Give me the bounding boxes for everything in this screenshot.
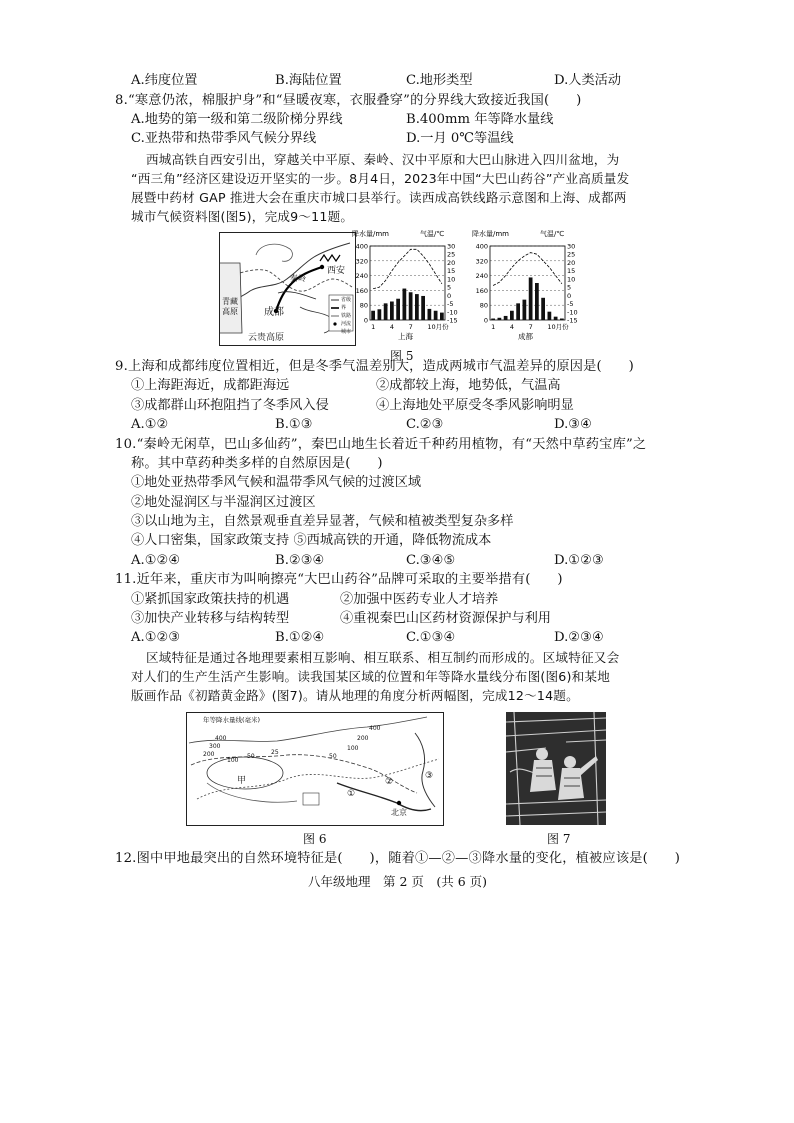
isoline-50-w: 50: [247, 753, 255, 760]
isoline-50-e: 50: [329, 753, 337, 760]
shanghai-y2label: 气温/℃: [420, 230, 445, 238]
fig5-route-map: [219, 232, 356, 346]
q10-item-3: ③以山地为主，自然景观垂直差异显著，气候和植被类型复杂多样: [131, 514, 514, 529]
chengdu-right-tick: 10: [567, 275, 576, 284]
shanghai-right-tick: 20: [447, 258, 456, 267]
legend-railway: 铁路: [341, 313, 352, 319]
fig6-legend: 年等降水量线(毫米): [203, 716, 261, 724]
chengdu-left-tick: 400: [475, 242, 488, 251]
chengdu-precip-bar: [491, 319, 495, 320]
chengdu-right-tick: -5: [567, 300, 574, 309]
woodcut-drawing: [506, 712, 606, 825]
isoline-300: 300: [209, 743, 221, 750]
isoline-400-e: 400: [369, 725, 381, 732]
shanghai-precip-bar: [371, 311, 375, 320]
shanghai-climate-chart: [350, 228, 465, 346]
shanghai-right-tick: 15: [447, 267, 456, 276]
chengdu-x-tick: 7: [528, 323, 533, 331]
isoline-200-e: 200: [357, 735, 369, 742]
q12-stem: 12.图中甲地最突出的自然环境特征是( )，随着①—②—③降水量的变化，植被应该是( ): [115, 851, 681, 866]
q11-item-3: ③加快产业转移与结构转型: [131, 611, 290, 626]
shanghai-right-tick: 0: [447, 291, 452, 300]
shanghai-right-tick: -15: [447, 316, 458, 325]
shanghai-right-tick: 30: [447, 242, 456, 251]
q8-option-c: C.亚热带和热带季风气候分界线: [131, 131, 317, 146]
isoline-400-w: 400: [215, 735, 227, 742]
q9-option-a: A.①②: [131, 417, 169, 432]
chengdu-right-tick: -15: [567, 316, 578, 325]
shanghai-x-tick: 4: [389, 323, 395, 331]
q9-option-c: C.②③: [406, 417, 444, 432]
fig7-caption: 图 7: [547, 832, 571, 846]
chengdu-frame: [490, 246, 565, 320]
intro1-line3: 展暨中药材 GAP 推进大会在重庆市城口县举行。读西成高铁线路示意图和上海、成都两: [131, 190, 627, 205]
q8-option-b: B.400mm 年等降水量线: [406, 112, 554, 127]
chengdu-precip-bar: [510, 311, 514, 320]
map-label-plateau: 云贵高原: [248, 333, 285, 343]
shanghai-frame: [370, 246, 445, 320]
q10-option-b: B.②③④: [275, 553, 325, 568]
chengdu-right-tick: 30: [567, 242, 576, 251]
shanghai-precip-bar: [409, 292, 413, 320]
q9-option-b: B.①③: [275, 417, 313, 432]
shanghai-left-tick: 400: [355, 242, 368, 251]
shanghai-left-tick: 160: [355, 286, 368, 295]
chengdu-precip-bar: [535, 283, 539, 320]
chengdu-y2label: 气温/℃: [540, 230, 565, 238]
intro1-line4: 城市气候资料图(图5)，完成9～11题。: [131, 209, 354, 224]
shanghai-precip-bar: [434, 311, 438, 320]
shanghai-x-tick: 7: [408, 323, 413, 331]
q9-option-d: D.③④: [554, 417, 592, 432]
shanghai-left-tick: 240: [355, 272, 368, 281]
map-label-tibet: 青藏高原: [222, 297, 238, 316]
shanghai-precip-bar: [421, 296, 425, 320]
route-map-drawing: [220, 233, 355, 345]
legend-border: 省级界: [341, 297, 352, 311]
q9-item-3: ③成都群山环抱阻挡了冬季风入侵: [131, 398, 329, 413]
q11-option-a: A.①②③: [131, 630, 181, 645]
chengdu-left-tick: 160: [475, 286, 488, 295]
q10-item-1: ①地处亚热带季风气候和温带季风气候的过渡区域: [131, 475, 422, 490]
q11-item-2: ②加强中医药专业人才培养: [340, 592, 499, 607]
q7-option-d: D.人类活动: [554, 73, 622, 88]
chengdu-left-tick: 240: [475, 272, 488, 281]
q7-option-c: C.地形类型: [406, 73, 473, 88]
intro2-line2: 对人们的生产生活产生影响。读我国某区域的位置和年等降水量线分布图(图6)和某地: [131, 669, 611, 684]
shanghai-x-tick: 1: [371, 323, 376, 331]
intro1-line1: 西城高铁自西安引出，穿越关中平原、秦岭、汉中平原和大巴山脉进入四川盆地，为: [146, 152, 620, 167]
q10-stem-line1: 10.“秦岭无闲草，巴山多仙药”，秦巴山地生长着近千种药用植物，有“天然中草药宝库”之: [115, 437, 647, 452]
chengdu-precip-bar: [523, 300, 527, 320]
isoline-100-w: 100: [227, 757, 239, 764]
shanghai-x-tick: 10月份: [427, 323, 449, 331]
chengdu-precip-bar: [516, 303, 520, 320]
shanghai-title: 上海: [398, 332, 413, 341]
map-label-xian: 西安: [327, 266, 346, 276]
shanghai-precip-bar: [378, 309, 382, 320]
chengdu-right-tick: 0: [567, 291, 572, 300]
chengdu-precip-bar: [554, 317, 558, 320]
map-label-qinling: 秦岭: [290, 274, 306, 283]
intro2-line3: 版画作品《初踏黄金路》(图7)。请从地理的角度分析两幅图，完成12～14题。: [131, 688, 579, 703]
chengdu-precip-bar: [498, 318, 502, 320]
legend-river: 河流: [341, 321, 352, 327]
q11-option-c: C.①③④: [406, 630, 456, 645]
fig7-woodcut-image: [506, 712, 606, 825]
location-beijing: 北京: [391, 808, 407, 817]
shanghai-precip-bar: [384, 303, 388, 320]
shanghai-precip-bar: [440, 313, 444, 320]
fig6-caption: 图 6: [303, 832, 327, 846]
chengdu-precip-bar: [504, 316, 508, 320]
fig6-precipitation-map: [186, 712, 444, 826]
chengdu-precip-bar: [548, 312, 552, 320]
q9-item-1: ①上海距海近，成都距海远: [131, 378, 290, 393]
shanghai-right-tick: 10: [447, 275, 456, 284]
chengdu-precip-bar: [560, 319, 564, 320]
q9-stem: 9.上海和成都纬度位置相近，但是冬季气温差别大，造成两城市气温差异的原因是( ): [115, 359, 635, 374]
shanghai-precip-bar: [403, 289, 407, 320]
point-2: ②: [385, 777, 394, 787]
q9-item-2: ②成都较上海，地势低，气温高: [376, 378, 561, 393]
shanghai-left-tick: 80: [359, 301, 368, 310]
shanghai-right-tick: -10: [447, 308, 458, 317]
shanghai-left-tick: 0: [363, 316, 368, 325]
chengdu-right-tick: -10: [567, 308, 578, 317]
chengdu-x-tick: 10月份: [547, 323, 569, 331]
shanghai-precip-bar: [415, 294, 419, 320]
intro2-line1: 区域特征是通过各地理要素相互影响、相互联系、相互制约而形成的。区域特征又会: [146, 650, 620, 665]
shanghai-right-tick: 5: [447, 283, 452, 292]
intro1-line2: “西三角”经济区建设迈开坚实的一步。8月4日，2023年中国“大巴山药谷”产业高质量发: [131, 171, 630, 186]
fig5-caption: 图 5: [390, 349, 414, 363]
q10-option-c: C.③④⑤: [406, 553, 456, 568]
map-label-chengdu: 成都: [264, 307, 284, 318]
chengdu-x-tick: 1: [491, 323, 496, 331]
shanghai-ylabel: 降水量/mm: [352, 230, 389, 238]
chengdu-climate-chart: [470, 228, 585, 346]
point-1: ①: [347, 789, 356, 799]
q11-stem: 11.近年来，重庆市为叫响擦亮“大巴山药谷”品牌可采取的主要举措有( ): [115, 572, 563, 587]
chengdu-temp-line: [493, 253, 562, 286]
q10-item-4: ④人口密集，国家政策支持 ⑤西城高铁的开通，降低物流成本: [131, 533, 492, 548]
q8-option-a: A.地势的第一级和第二级阶梯分界线: [131, 112, 343, 127]
chengdu-precip-bar: [529, 277, 533, 320]
chengdu-ylabel: 降水量/mm: [472, 230, 509, 238]
q11-option-d: D.②③④: [554, 630, 604, 645]
q8-option-d: D.一月 0℃等温线: [406, 131, 514, 146]
chengdu-right-tick: 5: [567, 283, 572, 292]
chengdu-precip-bar: [541, 298, 545, 320]
shanghai-precip-bar: [396, 299, 400, 320]
chengdu-right-tick: 15: [567, 267, 576, 276]
chengdu-left-tick: 0: [483, 316, 488, 325]
q11-item-4: ④重视秦巴山区药材资源保护与利用: [340, 611, 551, 626]
shanghai-temp-line: [373, 249, 442, 288]
shanghai-left-tick: 320: [355, 257, 368, 266]
shanghai-right-tick: -5: [447, 300, 454, 309]
q8-stem: 8.“寒意仍浓，棉服护身”和“昼暖夜寒，衣服叠穿”的分界线大致接近我国( ): [115, 93, 582, 108]
shanghai-right-tick: 25: [447, 250, 456, 259]
q7-option-a: A.纬度位置: [131, 73, 198, 88]
isoline-25: 25: [271, 749, 279, 756]
chengdu-right-tick: 20: [567, 258, 576, 267]
q10-option-a: A.①②④: [131, 553, 181, 568]
q10-stem-line2: 称。其中草药种类多样的自然原因是( ): [131, 456, 383, 471]
shanghai-precip-bar: [428, 309, 432, 320]
chengdu-title: 成都: [518, 332, 533, 341]
point-3: ③: [425, 771, 434, 781]
page-footer: 八年级地理 第 2 页 (共 6 页): [308, 874, 488, 889]
chengdu-right-tick: 25: [567, 250, 576, 259]
q11-item-1: ①紧抓国家政策扶持的机遇: [131, 592, 290, 607]
chengdu-left-tick: 80: [479, 301, 488, 310]
q10-item-2: ②地处湿润区与半湿润区过渡区: [131, 495, 316, 510]
q7-option-b: B.海陆位置: [275, 73, 342, 88]
legend-city: 城市: [341, 329, 352, 335]
q11-option-b: B.①②④: [275, 630, 325, 645]
location-jia: 甲: [237, 776, 247, 786]
shanghai-precip-bar: [390, 302, 394, 321]
isoline-200-w: 200: [203, 751, 215, 758]
q10-option-d: D.①②③: [554, 553, 604, 568]
q9-item-4: ④上海地处平原受冬季风影响明显: [376, 398, 574, 413]
chengdu-x-tick: 4: [509, 323, 515, 331]
isoline-100-e: 100: [347, 745, 359, 752]
chengdu-left-tick: 320: [475, 257, 488, 266]
